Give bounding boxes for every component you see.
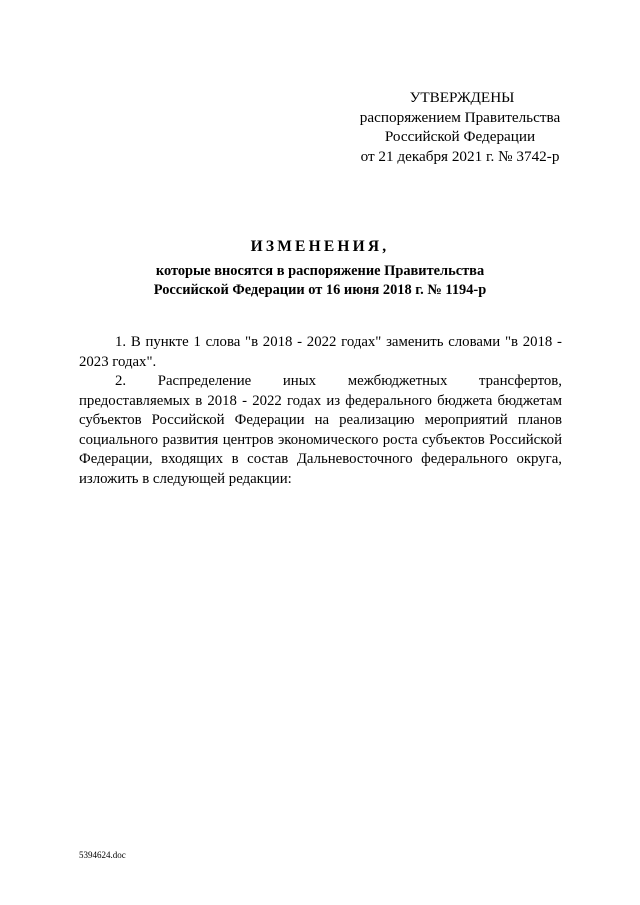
approval-block xyxy=(340,88,580,166)
subtitle-line-2: Российской Федерации от 16 июня 2018 г. № 1194-р xyxy=(153,281,487,298)
document-body xyxy=(79,333,562,489)
paragraph-1: 1. В пункте 1 слова "в 2018 - 2022 годах" заменить словами "в 2018 - 2023 годах". xyxy=(79,334,562,370)
subtitle-line-1: которые вносятся в распоряжение Правительства xyxy=(155,263,485,279)
approval-line-2: Российской Федерации xyxy=(384,128,536,145)
document-title: ИЗМЕНЕНИЯ, xyxy=(250,238,390,255)
approval-line-3: от 21 декабря 2021 г. № 3742-р xyxy=(360,147,560,165)
document-subtitle xyxy=(80,262,560,299)
approval-heading: УТВЕРЖДЕНЫ xyxy=(409,89,515,106)
paragraph-2: 2. Распределение иных межбюджетных трансфертов, предоставляемых в 2018 - 2022 годах из федерального бюджета бюджетам субъектов Российской Федерации на реализацию мероприятий планов социального развития центров экономического роста субъектов Российской Федерации, входящих в состав Дальневосточного федерального округа, изложить в следующей редакции: xyxy=(79,373,562,487)
approval-line-1: распоряжением Правительства xyxy=(359,108,561,126)
file-identifier: 5394624.doc xyxy=(79,850,126,860)
